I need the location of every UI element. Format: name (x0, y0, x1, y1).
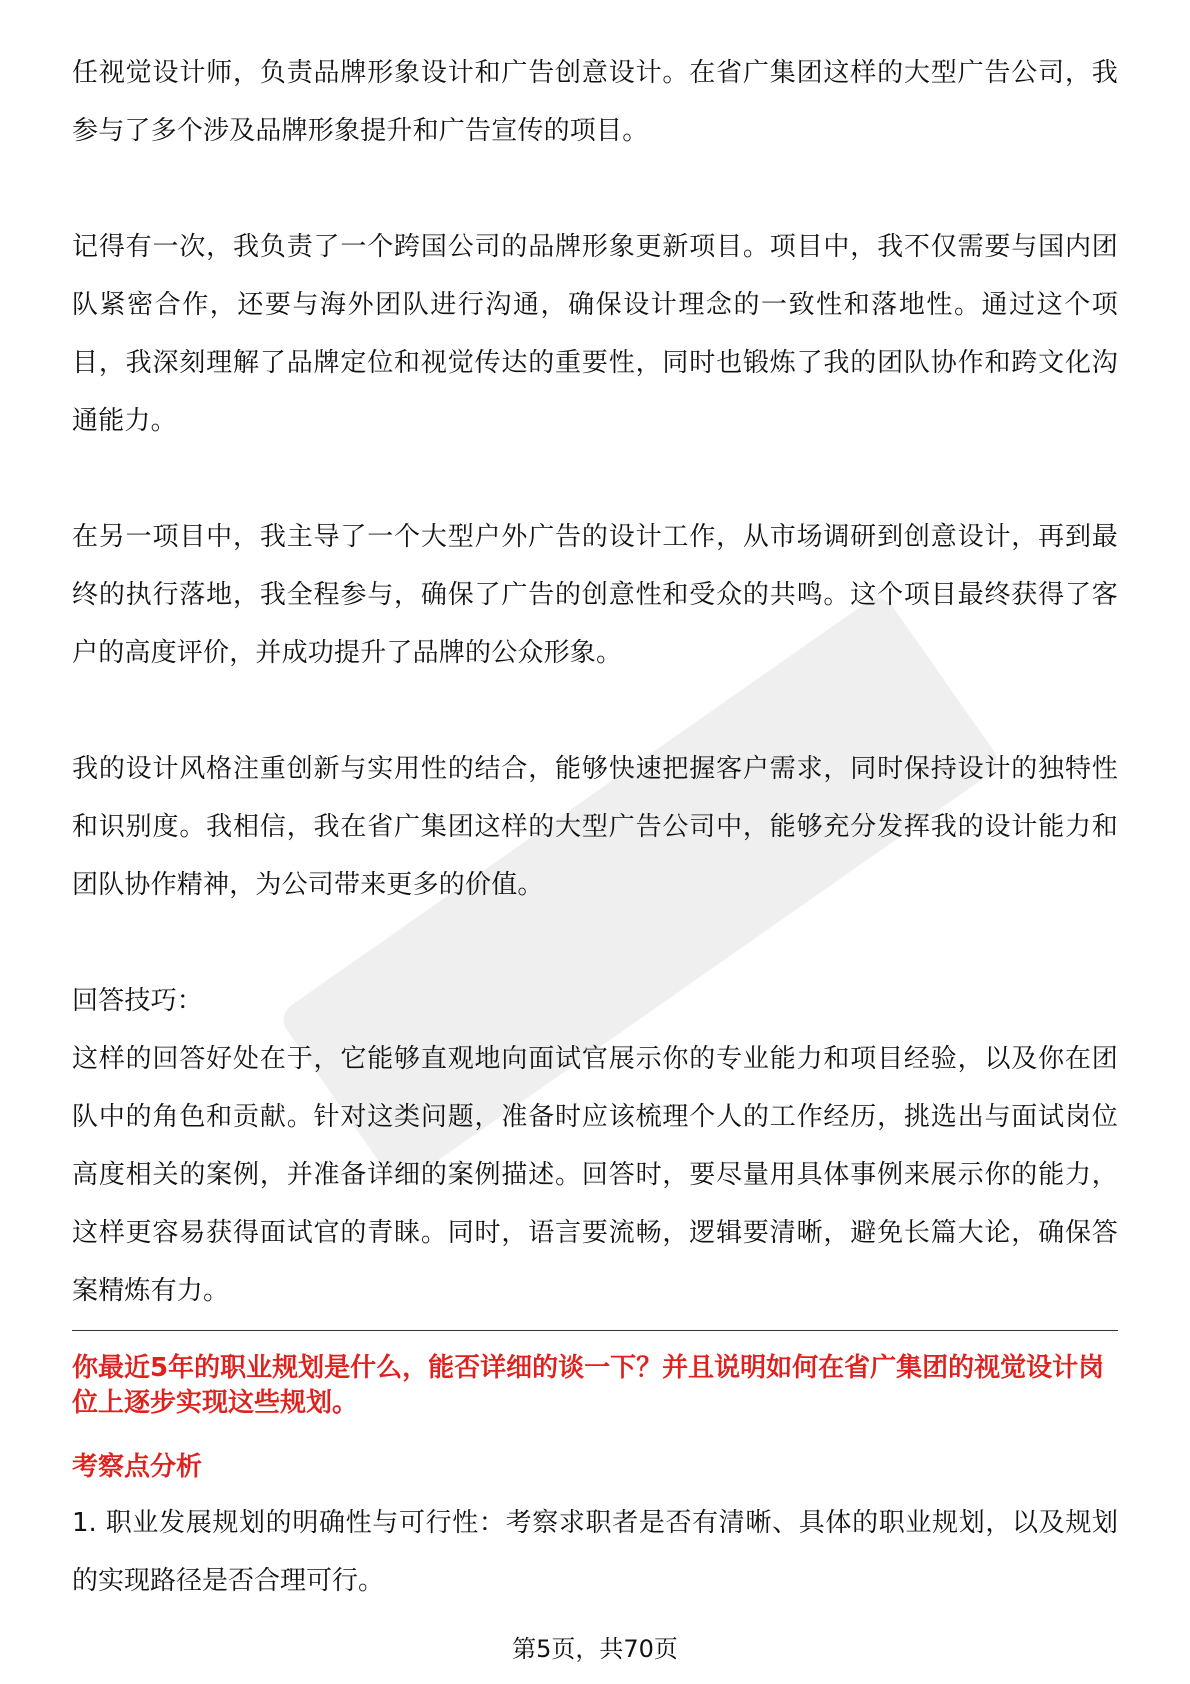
body-paragraph-3: 在另一项目中，我主导了一个大型户外广告的设计工作，从市场调研到创意设计，再到最终的执行落地，我全程参与，确保了广告的创意性和受众的共鸣。这个项目最终获得了客户的高度评价，并成功提升了品牌的公众形象。 (72, 522, 1118, 668)
interview-question: 你最近5年的职业规划是什么，能否详细的谈一下？并且说明如何在省广集团的视觉设计岗位上逐步实现这些规划。 (72, 1353, 1105, 1418)
body-paragraph-1: 任视觉设计师，负责品牌形象设计和广告创意设计。在省广集团这样的大型广告公司，我参与了多个涉及品牌形象提升和广告宣传的项目。 (72, 58, 1118, 146)
page-footer: 第5页，共70页 (512, 1635, 678, 1663)
body-paragraph-4: 我的设计风格注重创新与实用性的结合，能够快速把握客户需求，同时保持设计的独特性和识别度。我相信，我在省广集团这样的大型广告公司中，能够充分发挥我的设计能力和团队协作精神，为公司带来更多的价值。 (72, 754, 1118, 900)
body-paragraph-2: 记得有一次，我负责了一个跨国公司的品牌形象更新项目。项目中，我不仅需要与国内团队紧密合作，还要与海外团队进行沟通，确保设计理念的一致性和落地性。通过这个项目，我深刻理解了品牌定位和视觉传达的重要性，同时也锻炼了我的团队协作和跨文化沟通能力。 (72, 232, 1118, 436)
tips-text: 这样的回答好处在于，它能够直观地向面试官展示你的专业能力和项目经验，以及你在团队中的角色和贡献。针对这类问题，准备时应该梳理个人的工作经历，挑选出与面试岗位高度相关的案例，并准备详细的案例描述。回答时，要尽量用具体事例来展示你的能力，这样更容易获得面试官的青睐。同时，语言要流畅，逻辑要清晰，避免长篇大论，确保答案精炼有力。 (72, 1044, 1118, 1306)
analysis-point-1: 1. 职业发展规划的明确性与可行性：考察求职者是否有清晰、具体的职业规划，以及规划的实现路径是否合理可行。 (72, 1508, 1118, 1596)
section-divider (72, 1330, 1118, 1331)
main-content (72, 44, 1118, 1320)
analysis-title: 考察点分析 (72, 1452, 203, 1482)
tips-label: 回答技巧： (72, 986, 204, 1016)
